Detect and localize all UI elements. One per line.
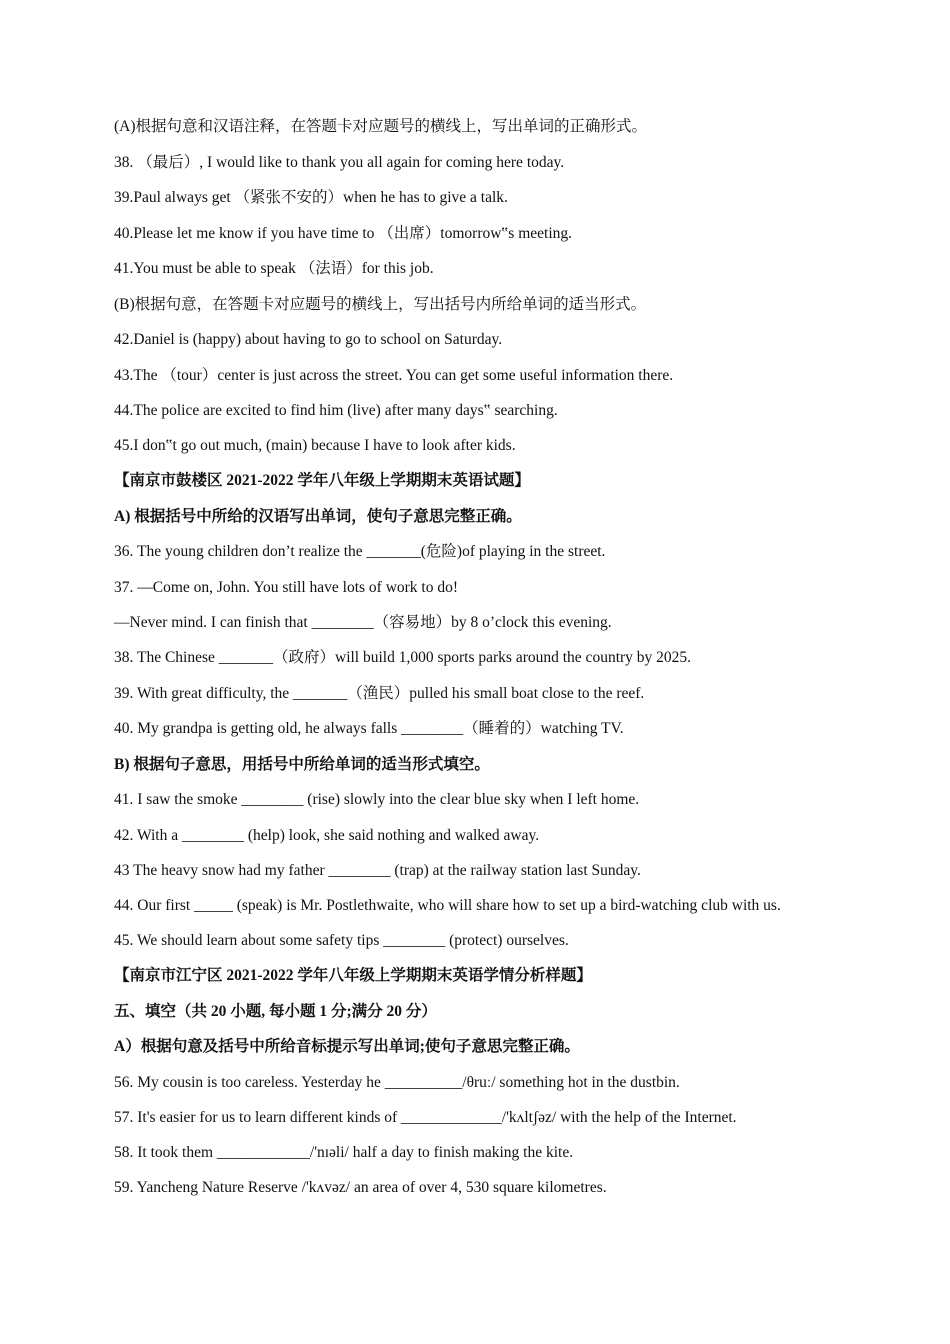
jiangning-fill-heading: 五、填空（共 20 小题, 每小题 1 分;满分 20 分） (114, 1003, 437, 1020)
gulou-question-40: 40. My grandpa is getting old, he always falls ________（睡着的）watching TV. (114, 720, 624, 737)
jiangning-question-57: 57. It's easier for us to learn different kinds of _____________/'kʌltʃəz/ with the help of the Internet. (114, 1109, 737, 1126)
question-41: 41.You must be able to speak （法语）for this job. (114, 260, 434, 277)
gulou-question-36: 36. The young children don’t realize the _______(危险)of playing in the street. (114, 543, 606, 560)
jiangning-part-a-instruction: A）根据句意及括号中所给音标提示写出单词;使句子意思完整正确。 (114, 1038, 580, 1055)
section-a-instruction: (A)根据句意和汉语注释，在答题卡对应题号的横线上，写出单词的正确形式。 (114, 118, 648, 135)
gulou-part-a-instruction: A) 根据括号中所给的汉语写出单词，使句子意思完整正确。 (114, 508, 522, 525)
gulou-question-37: 37. —Come on, John. You still have lots of work to do! (114, 579, 459, 596)
gulou-question-39: 39. With great difficulty, the _______（渔民）pulled his small boat close to the reef. (114, 685, 645, 702)
gulou-part-b-instruction: B) 根据句子意思，用括号中所给单词的适当形式填空。 (114, 756, 490, 773)
gulou-question-42: 42. With a ________ (help) look, she said nothing and walked away. (114, 827, 540, 844)
jiangning-question-56: 56. My cousin is too careless. Yesterday he __________/θruː/ something hot in the dustbin. (114, 1074, 680, 1091)
question-44: 44.The police are excited to find him (live) after many days‟ searching. (114, 402, 558, 419)
question-42: 42.Daniel is (happy) about having to go to school on Saturday. (114, 331, 503, 348)
question-38: 38. （最后）, I would like to thank you all again for coming here today. (114, 154, 565, 171)
question-43: 43.The （tour）center is just across the street. You can get some useful information there. (114, 367, 674, 384)
gulou-section-heading: 【南京市鼓楼区 2021-2022 学年八年级上学期期末英语试题】 (114, 472, 530, 489)
question-45: 45.I don‟t go out much, (main) because I have to look after kids. (114, 437, 516, 454)
jiangning-question-58: 58. It took them ____________/'nɪəli/ half a day to finish making the kite. (114, 1144, 574, 1161)
jiangning-section-heading: 【南京市江宁区 2021-2022 学年八年级上学期期末英语学情分析样题】 (114, 967, 592, 984)
gulou-question-43: 43 The heavy snow had my father ________ (trap) at the railway station last Sunday. (114, 862, 641, 879)
gulou-question-38: 38. The Chinese _______（政府）will build 1,000 sports parks around the country by 2025. (114, 649, 692, 666)
gulou-question-45: 45. We should learn about some safety tips ________ (protect) ourselves. (114, 932, 569, 949)
jiangning-question-59: 59. Yancheng Nature Reserve /'kʌvəz/ an area of over 4, 530 square kilometres. (114, 1179, 607, 1196)
question-40: 40.Please let me know if you have time to （出席）tomorrow‟s meeting. (114, 225, 573, 242)
section-b-instruction: (B)根据句意，在答题卡对应题号的横线上，写出括号内所给单词的适当形式。 (114, 296, 647, 313)
question-39: 39.Paul always get （紧张不安的）when he has to give a talk. (114, 189, 508, 206)
gulou-question-37-reply: —Never mind. I can finish that ________（容易地）by 8 o’clock this evening. (114, 614, 612, 631)
gulou-question-44: 44. Our first _____ (speak) is Mr. Postlethwaite, who will share how to set up a bird-watching club with us. (114, 897, 781, 914)
gulou-question-41: 41. I saw the smoke ________ (rise) slowly into the clear blue sky when I left home. (114, 791, 640, 808)
